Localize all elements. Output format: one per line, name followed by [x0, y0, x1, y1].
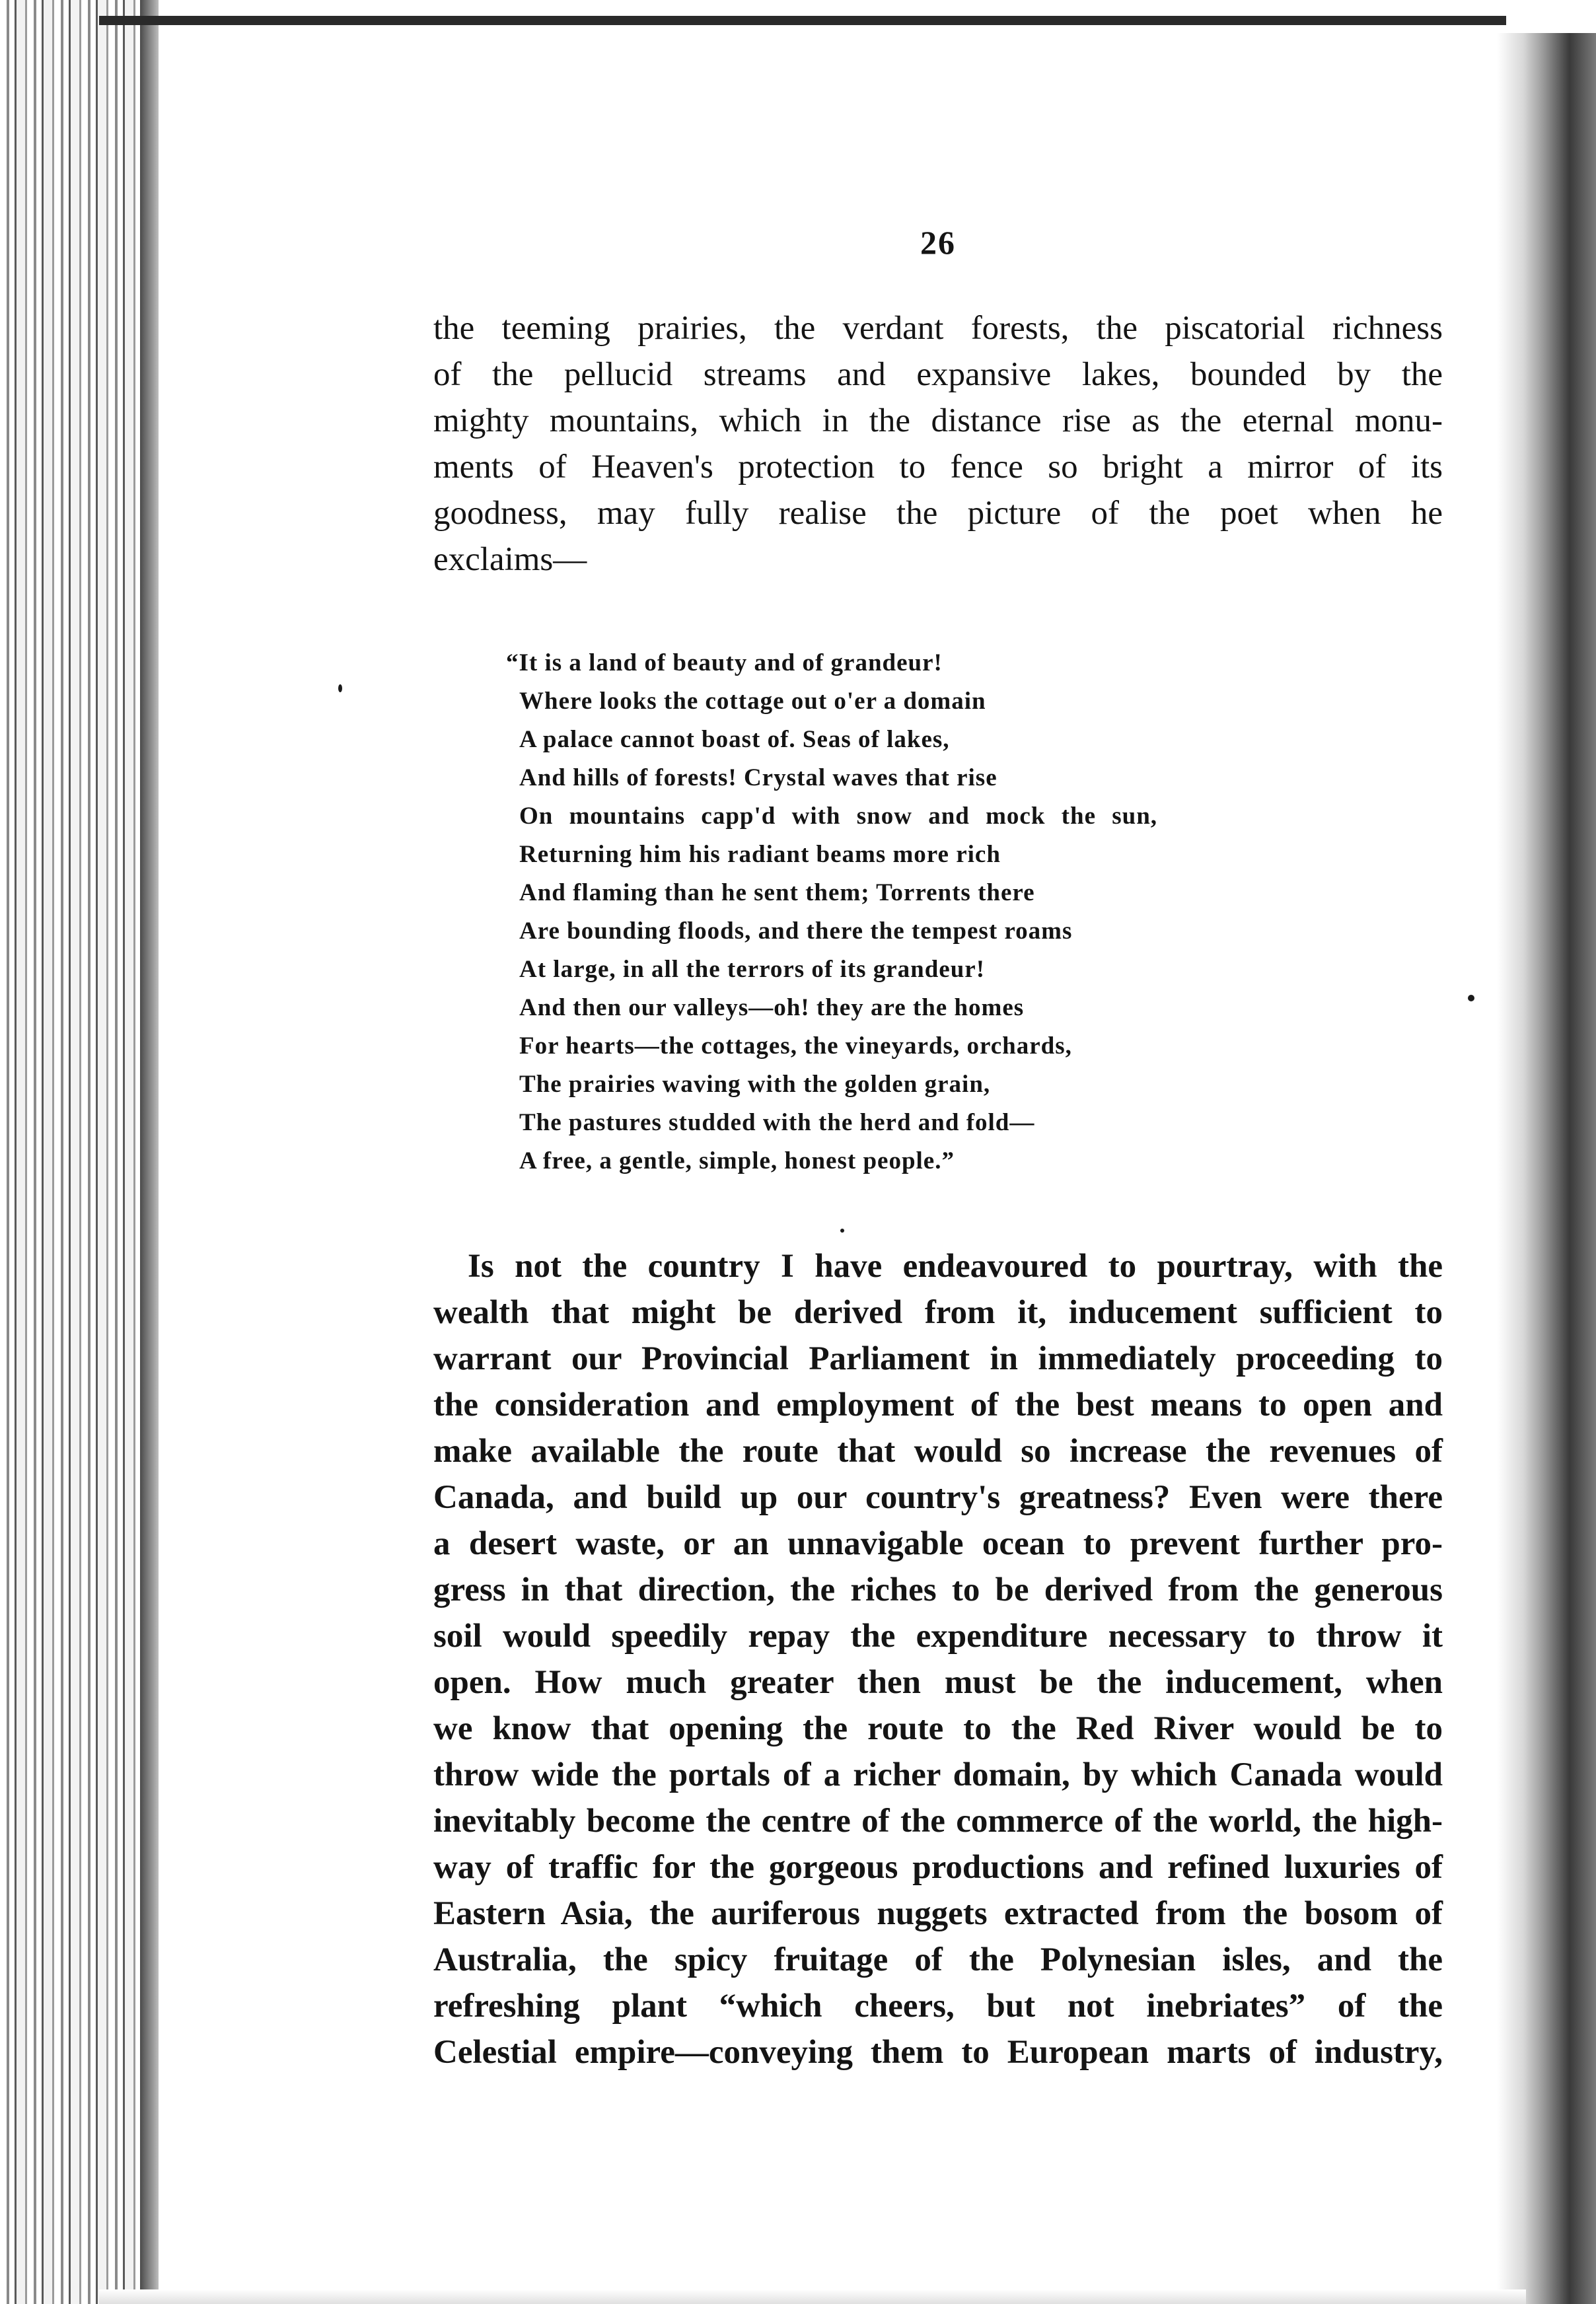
text-line: throw wide the portals of a richer domain, by which Canada would	[433, 1756, 1443, 1793]
text-line: mighty mountains, which in the distance rise as the eternal monu-	[433, 402, 1443, 439]
text-line: a desert waste, or an unnavigable ocean to prevent further pro-	[433, 1525, 1443, 1562]
poem-line: Returning him his radiant beams more rich	[519, 841, 1001, 868]
text-line: goodness, may fully realise the picture of the poet when he	[433, 495, 1443, 532]
text-line: way of traffic for the gorgeous productions and refined luxuries of	[433, 1849, 1443, 1886]
poem-line: And then our valleys—oh! they are the homes	[519, 994, 1025, 1021]
text-line: we know that opening the route to the Red River would be to	[433, 1710, 1443, 1747]
poem-line: At large, in all the terrors of its grandeur!	[519, 956, 986, 983]
text-line: ments of Heaven's protection to fence so bright a mirror of its	[433, 449, 1443, 486]
poem-line: Where looks the cottage out o'er a domain	[519, 688, 986, 715]
poem-line: And flaming than he sent them; Torrents there	[519, 879, 1035, 906]
right-binding-shadow	[1497, 33, 1596, 2304]
text-line: Australia, the spicy fruitage of the Polynesian isles, and the	[433, 1941, 1443, 1978]
poem-line: Are bounding floods, and there the tempest roams	[519, 918, 1073, 945]
text-line: soil would speedily repay the expenditure necessary to throw it	[433, 1618, 1443, 1655]
poem-quotation	[506, 644, 1158, 1180]
text-line: the consideration and employment of the best means to open and	[433, 1386, 1443, 1423]
ink-speck	[1468, 995, 1474, 1001]
text-line: Is not the country I have endeavoured to pourtray, with the	[468, 1248, 1443, 1285]
paragraph-2	[433, 1243, 1443, 2075]
text-line: Eastern Asia, the auriferous nuggets extracted from the bosom of	[433, 1895, 1443, 1932]
top-border	[99, 16, 1506, 25]
left-page-edges	[0, 0, 159, 2304]
text-line: gress in that direction, the riches to be derived from the generous	[433, 1571, 1443, 1608]
poem-line: The prairies waving with the golden grain,	[519, 1071, 991, 1098]
text-line: make available the route that would so increase the revenues of	[433, 1433, 1443, 1470]
text-line: warrant our Provincial Parliament in immediately proceeding to	[433, 1340, 1443, 1377]
poem-line: The pastures studded with the herd and fold—	[519, 1109, 1035, 1136]
ink-speck	[840, 1229, 844, 1233]
poem-line: “It is a land of beauty and of grandeur!	[506, 649, 943, 676]
poem-line: And hills of forests! Crystal waves that rise	[519, 764, 998, 791]
text-line: of the pellucid streams and expansive lakes, bounded by the	[433, 356, 1443, 393]
bottom-edge	[99, 2289, 1526, 2304]
ink-speck	[338, 684, 342, 692]
poem-line: On mountains capp'd with snow and mock the sun,	[519, 803, 1158, 830]
poem-line: For hearts—the cottages, the vineyards, orchards,	[519, 1032, 1072, 1060]
poem-line: A free, a gentle, simple, honest people.”	[519, 1147, 955, 1174]
paragraph-1	[433, 305, 1443, 583]
text-line: Canada, and build up our country's greatness? Even were there	[433, 1479, 1443, 1516]
text-line: inevitably become the centre of the commerce of the world, the high-	[433, 1803, 1443, 1840]
text-line: Celestial empire—conveying them to European marts of industry,	[433, 2034, 1443, 2071]
text-line: open. How much greater then must be the inducement, when	[433, 1664, 1443, 1701]
text-line: exclaims—	[433, 541, 587, 578]
poem-line: A palace cannot boast of. Seas of lakes,	[519, 726, 950, 753]
text-line: the teeming prairies, the verdant forests, the piscatorial richness	[433, 310, 1443, 347]
page-number: 26	[920, 224, 956, 261]
text-line: refreshing plant “which cheers, but not inebriates” of the	[433, 1988, 1443, 2025]
text-line: wealth that might be derived from it, inducement sufficient to	[433, 1294, 1443, 1331]
